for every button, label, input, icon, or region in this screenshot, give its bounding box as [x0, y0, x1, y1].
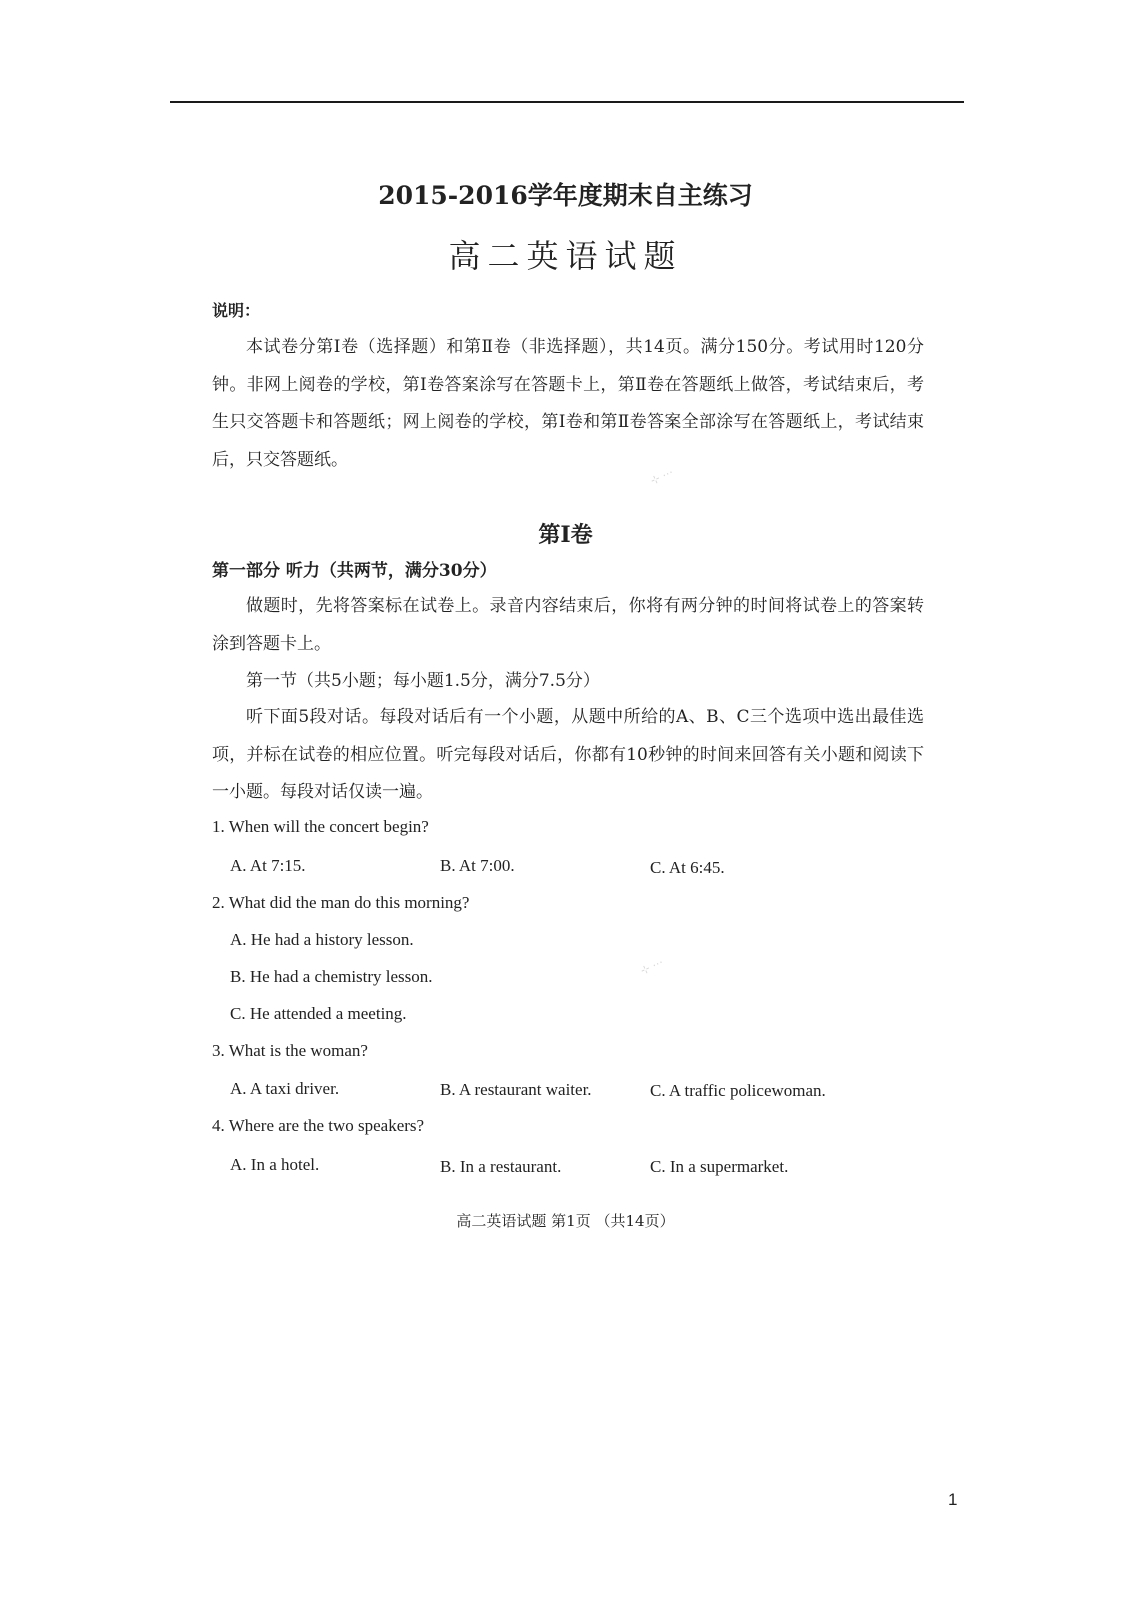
watermark-mark: ⊹ ⋯ — [648, 465, 676, 488]
watermark-mark: ⊹ ⋯ — [638, 955, 666, 978]
subsection1-instructions — [212, 699, 924, 812]
question-3-option-a: A. A taxi driver. — [230, 1079, 340, 1098]
part1-instructions — [212, 588, 924, 663]
part1-heading: 第一部分 听力（共两节，满分30分） — [212, 561, 497, 581]
top-rule — [170, 101, 964, 103]
exam-year-title: 2015-2016学年度期末自主练习 — [378, 181, 753, 210]
question-3-stem: 3. What is the woman? — [212, 1041, 368, 1060]
question-4-stem: 4. Where are the two speakers? — [212, 1116, 425, 1135]
question-4-option-c: C. In a supermarket. — [650, 1157, 789, 1176]
question-1-option-c: C. At 6:45. — [650, 858, 725, 877]
question-2-option-a: A. He had a history lesson. — [230, 930, 414, 949]
page-footer: 高二英语试题 第1页 （共14页） — [456, 1212, 675, 1230]
section-title: 第Ⅰ卷 — [538, 522, 593, 548]
notes-heading: 说明： — [212, 301, 261, 320]
question-2-option-b: B. He had a chemistry lesson. — [230, 967, 433, 986]
question-2-option-c: C. He attended a meeting. — [230, 1004, 407, 1023]
notes-paragraph: 本试卷分第Ⅰ卷（选择题）和第Ⅱ卷（非选择题），共14页。满分150分。考试用时120分钟。非网上阅卷的学校，第Ⅰ卷答案涂写在答题卡上，第Ⅱ卷在答题纸上做答，考试结束后，考生只交答题卡和答题纸；网上阅卷的学校，第Ⅰ卷和第Ⅱ卷答案全部涂写在答题纸上，考试结束后，只交答题纸。 — [212, 337, 924, 470]
question-2-stem: 2. What did the man do this morning? — [212, 893, 470, 912]
exam-subject-title: 高二英语试题 — [448, 237, 683, 275]
page-number: 1 — [948, 1490, 958, 1509]
subsection1-instructions-text: 听下面5段对话。每段对话后有一个小题，从题中所给的A、B、C三个选项中选出最佳选项，并标在试卷的相应位置。听完每段对话后，你都有10秒钟的时间来回答有关小题和阅读下一小题。每段对话仅读一遍。 — [212, 707, 924, 802]
question-3-option-b: B. A restaurant waiter. — [440, 1080, 592, 1099]
question-4-option-b: B. In a restaurant. — [440, 1157, 562, 1176]
question-4-option-a: A. In a hotel. — [230, 1155, 320, 1174]
subsection1-heading: 第一节（共5小题；每小题1.5分，满分7.5分） — [246, 671, 600, 691]
question-1-option-a: A. At 7:15. — [230, 856, 306, 875]
question-1-option-b: B. At 7:00. — [440, 856, 515, 875]
notes-text — [212, 329, 924, 479]
part1-instructions-text: 做题时，先将答案标在试卷上。录音内容结束后，你将有两分钟的时间将试卷上的答案转涂到答题卡上。 — [212, 596, 924, 654]
question-1-stem: 1. When will the concert begin? — [212, 817, 429, 836]
question-3-option-c: C. A traffic policewoman. — [650, 1081, 826, 1100]
